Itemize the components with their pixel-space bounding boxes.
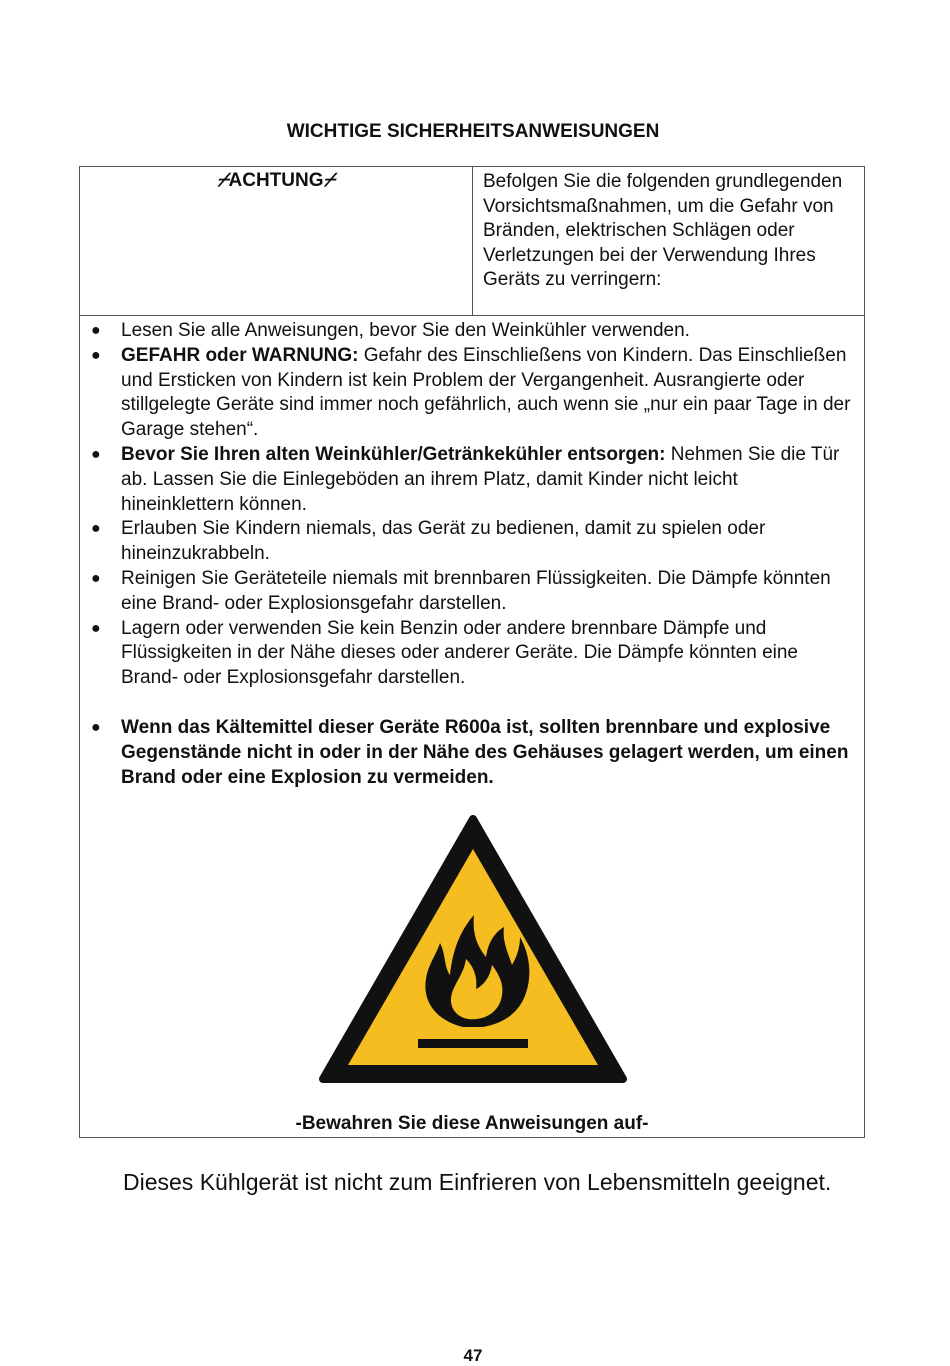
list-item [80, 567, 864, 617]
bolt-right-icon: ⌿ [323, 170, 335, 191]
column-divider [472, 167, 473, 315]
flammable-warning-icon [318, 815, 628, 1085]
list-item-bold: Bevor Sie Ihren alten Weinkühler/Getränkekühler entsorgen: [121, 443, 666, 465]
list-item [80, 319, 864, 344]
list-item-text: Lagern oder verwenden Sie kein Benzin oder andere brennbare Dämpfe und Flüssigkeiten in der Nähe dieses oder anderer Geräte. Die Dämpfe könnten eine Brand- oder Explosionsgefahr darstellen. [121, 617, 798, 689]
bullet-icon: ● [91, 619, 101, 637]
bullet-icon: ● [91, 569, 101, 587]
bullet-icon: ● [91, 322, 101, 339]
flame-base-bar [418, 1039, 528, 1048]
bullet-icon: ● [91, 718, 101, 736]
bullet-icon: ● [91, 346, 101, 364]
list-item [80, 517, 864, 567]
list-item [80, 344, 864, 443]
bullet-icon: ● [91, 520, 101, 538]
warning-header-row [80, 167, 864, 316]
list-item [80, 617, 864, 691]
list-item [80, 443, 864, 517]
bolt-left-icon: ⌿ [217, 170, 229, 191]
warning-intro: Befolgen Sie die folgenden grundlegenden Vorsichtsmaßnahmen, um die Gefahr von Bränden, elektrischen Schlägen oder Verletzungen bei der Verwendung Ihres Geräts zu verringern: [483, 171, 843, 290]
page-title: WICHTIGE SICHERHEITSANWEISUNGEN [286, 121, 660, 142]
keep-instructions-note: -Bewahren Sie diese Anweisungen auf- [295, 1113, 649, 1134]
list-item-bold: Wenn das Kältemittel dieser Geräte R600a ist, sollten brennbare und explosive Gegenstände nicht in oder in der Nähe des Gehäuses gelagert werden, um einen Brand oder eine Explosion zu vermeiden. [121, 716, 849, 788]
list-item [80, 716, 864, 790]
safety-list [80, 319, 864, 790]
list-item-text: Nehmen Sie die Tür ab. Lassen Sie die Einlegeböden an ihrem Platz, damit Kinder nicht leicht hineinklettern können. [121, 443, 840, 515]
freezing-note: Dieses Kühlgerät ist nicht zum Einfrieren von Lebensmitteln geeignet. [123, 1169, 832, 1195]
list-item-bold: GEFAHR oder WARNUNG: [121, 344, 359, 366]
list-item-text: Reinigen Sie Geräteteile niemals mit brennbaren Flüssigkeiten. Die Dämpfe könnten eine Brand- oder Explosionsgefahr darstellen. [121, 567, 831, 614]
list-item-text: Lesen Sie alle Anweisungen, bevor Sie den Weinkühler verwenden. [121, 320, 690, 341]
list-item-text: Gefahr des Einschließens von Kindern. Das Einschließen und Ersticken von Kindern ist kein Problem der Vergangenheit. Ausrangierte oder stillgelegte Geräte sind immer noch gefährlich, auch wenn sie „nur ein paar Tage in der Garage stehen“. [121, 344, 851, 441]
list-item-text: Erlauben Sie Kindern niemals, das Gerät zu bedienen, damit zu spielen oder hineinzukrabbeln. [121, 518, 766, 565]
safety-box [79, 166, 865, 1138]
achtung-text: ACHTUNG [228, 170, 324, 191]
bullet-icon: ● [91, 445, 101, 463]
page-number: 47 [463, 1346, 483, 1365]
achtung-label [80, 170, 472, 192]
